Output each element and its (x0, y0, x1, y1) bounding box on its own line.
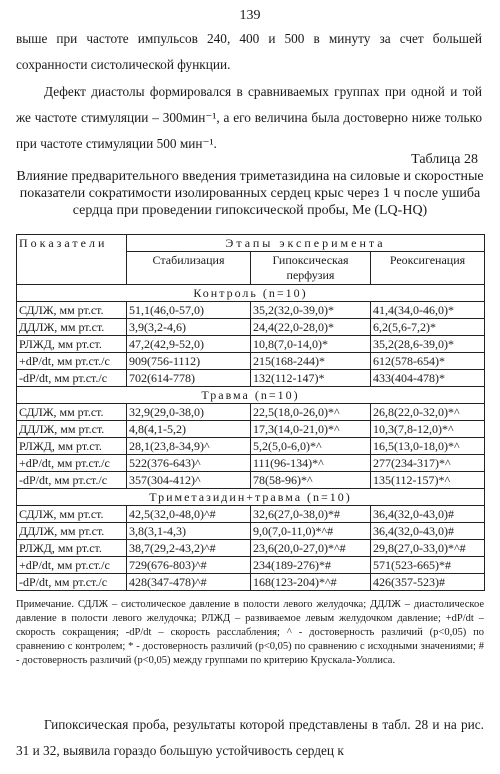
table-cell: 132(112-147)* (251, 370, 371, 387)
table-cell: 26,8(22,0-32,0)*^ (371, 404, 485, 421)
row-label: +dP/dt, мм рт.ст./с (17, 353, 127, 370)
table-cell: 3,9(3,2-4,6) (127, 319, 251, 336)
row-label: ДДЛЖ, мм рт.ст. (17, 421, 127, 438)
table-row (17, 319, 485, 336)
row-label: -dP/dt, мм рт.ст./с (17, 472, 127, 489)
table-number: Таблица 28 (411, 152, 478, 167)
table-cell: 47,2(42,9-52,0) (127, 336, 251, 353)
paragraph-text: Дефект диастолы формировался в сравниваемых группах при одной и той же частоте стимуляции – 300мин⁻¹, а его величина была достоверно ниже только при частоте стимуляции 500 мин⁻¹. (16, 84, 482, 151)
group-row (17, 387, 485, 404)
page-number: 139 (239, 8, 261, 23)
table-cell: 522(376-643)^ (127, 455, 251, 472)
table-cell: 29,8(27,0-33,0)*^# (371, 540, 485, 557)
table-row (17, 370, 485, 387)
table-row (17, 557, 485, 574)
row-label: РЛЖД, мм рт.ст. (17, 438, 127, 455)
group-title: Контроль (n=10) (17, 285, 485, 302)
row-label: СДЛЖ, мм рт.ст. (17, 404, 127, 421)
table-cell: 35,2(28,6-39,0)* (371, 336, 485, 353)
table-cell: 135(112-157)*^ (371, 472, 485, 489)
table-row (17, 540, 485, 557)
table-cell: 5,2(5,0-6,0)*^ (251, 438, 371, 455)
paragraph-1 (16, 26, 482, 78)
table-row (17, 506, 485, 523)
table-cell: 16,5(13,0-18,0)*^ (371, 438, 485, 455)
paragraph-text: выше при частоте импульсов 240, 400 и 500 в минуту за счет большей сохранности систолической функции. (16, 31, 482, 72)
row-label: СДЛЖ, мм рт.ст. (17, 302, 127, 319)
table-cell: 215(168-244)* (251, 353, 371, 370)
table-cell: 428(347-478)^# (127, 574, 251, 591)
row-label: -dP/dt, мм рт.ст./с (17, 370, 127, 387)
group-title: Триметазидин+травма (n=10) (17, 489, 485, 506)
table-cell: 38,7(29,2-43,2)^# (127, 540, 251, 557)
group-row (17, 285, 485, 302)
data-table (16, 234, 485, 591)
table-cell: 111(96-134)*^ (251, 455, 371, 472)
table-row (17, 404, 485, 421)
group-row (17, 489, 485, 506)
table-row (17, 421, 485, 438)
table-cell: 6,2(5,6-7,2)* (371, 319, 485, 336)
table-cell: 42,5(32,0-48,0)^# (127, 506, 251, 523)
table-cell: 10,8(7,0-14,0)* (251, 336, 371, 353)
table-cell: 357(304-412)^ (127, 472, 251, 489)
table-cell: 78(58-96)*^ (251, 472, 371, 489)
row-label: -dP/dt, мм рт.ст./с (17, 574, 127, 591)
table-row (17, 302, 485, 319)
table-cell: 36,4(32,0-43,0)# (371, 523, 485, 540)
table-cell: 32,6(27,0-38,0)*# (251, 506, 371, 523)
table-cell: 433(404-478)* (371, 370, 485, 387)
table-cell: 4,8(4,1-5,2) (127, 421, 251, 438)
paragraph-2 (16, 79, 482, 157)
table-row (17, 336, 485, 353)
table-row (17, 455, 485, 472)
column-header: Стабилизация (127, 252, 251, 285)
table-cell: 17,3(14,0-21,0)*^ (251, 421, 371, 438)
table-cell: 24,4(22,0-28,0)* (251, 319, 371, 336)
column-header: Гипоксическая перфузия (251, 252, 371, 285)
table-row (17, 523, 485, 540)
row-label: СДЛЖ, мм рт.ст. (17, 506, 127, 523)
row-label: ДДЛЖ, мм рт.ст. (17, 319, 127, 336)
table-cell: 51,1(46,0-57,0) (127, 302, 251, 319)
table-cell: 3,8(3,1-4,3) (127, 523, 251, 540)
row-label: +dP/dt, мм рт.ст./с (17, 455, 127, 472)
table-row (17, 574, 485, 591)
paragraph-text: Гипоксическая проба, результаты которой представлены в табл. 28 и на рис. 31 и 32, выявила гораздо большую устойчивость сердец к (16, 717, 484, 758)
table-cell: 729(676-803)^# (127, 557, 251, 574)
row-label: ДДЛЖ, мм рт.ст. (17, 523, 127, 540)
table-cell: 168(123-204)*^# (251, 574, 371, 591)
row-label: +dP/dt, мм рт.ст./с (17, 557, 127, 574)
column-header: Реоксигенация (371, 252, 485, 285)
header-stages: Этапы эксперимента (127, 235, 485, 252)
group-title: Травма (n=10) (17, 387, 485, 404)
table-note: Примечание. СДЛЖ – систолическое давление в полости левого желудочка; ДДЛЖ – диастолическое давление в полости левого желудочка; РЛЖД – развиваемое левым желудочком давление; +dP/dt – скорость сокращения; -dP/dt – скорость расслабления; ^ - достоверность различий (p<0,05) по сравнению с контролем; * - достоверность различий (p<0,05) по сравнению с исходными значениями; # - достоверность различий (p<0,05) между группами по критерию Крускала-Уоллиса. (16, 599, 484, 666)
table-cell: 22,5(18,0-26,0)*^ (251, 404, 371, 421)
table-cell: 41,4(34,0-46,0)* (371, 302, 485, 319)
table-cell: 426(357-523)# (371, 574, 485, 591)
table-cell: 571(523-665)*# (371, 557, 485, 574)
row-label: РЛЖД, мм рт.ст. (17, 540, 127, 557)
header-indicator: Показатели (17, 235, 127, 285)
row-label: РЛЖД, мм рт.ст. (17, 336, 127, 353)
table-cell: 36,4(32,0-43,0)# (371, 506, 485, 523)
table-cell: 909(756-1112) (127, 353, 251, 370)
table-row (17, 472, 485, 489)
table-row (17, 438, 485, 455)
table-caption: Влияние предварительного введения триметазидина на силовые и скоростные показатели сократимости изолированных сердец крыс через 1 ч после ушиба сердца при проведении гипоксической пробы, Me (LQ-HQ) (16, 169, 484, 218)
table-cell: 23,6(20,0-27,0)*^# (251, 540, 371, 557)
table-row (17, 353, 485, 370)
table-cell: 234(189-276)*# (251, 557, 371, 574)
table-cell: 35,2(32,0-39,0)* (251, 302, 371, 319)
table-cell: 32,9(29,0-38,0) (127, 404, 251, 421)
table-cell: 702(614-778) (127, 370, 251, 387)
table-cell: 10,3(7,8-12,0)*^ (371, 421, 485, 438)
table-cell: 612(578-654)* (371, 353, 485, 370)
table-cell: 28,1(23,8-34,9)^ (127, 438, 251, 455)
table-cell: 277(234-317)*^ (371, 455, 485, 472)
paragraph-3 (16, 712, 484, 764)
table-cell: 9,0(7,0-11,0)*^# (251, 523, 371, 540)
